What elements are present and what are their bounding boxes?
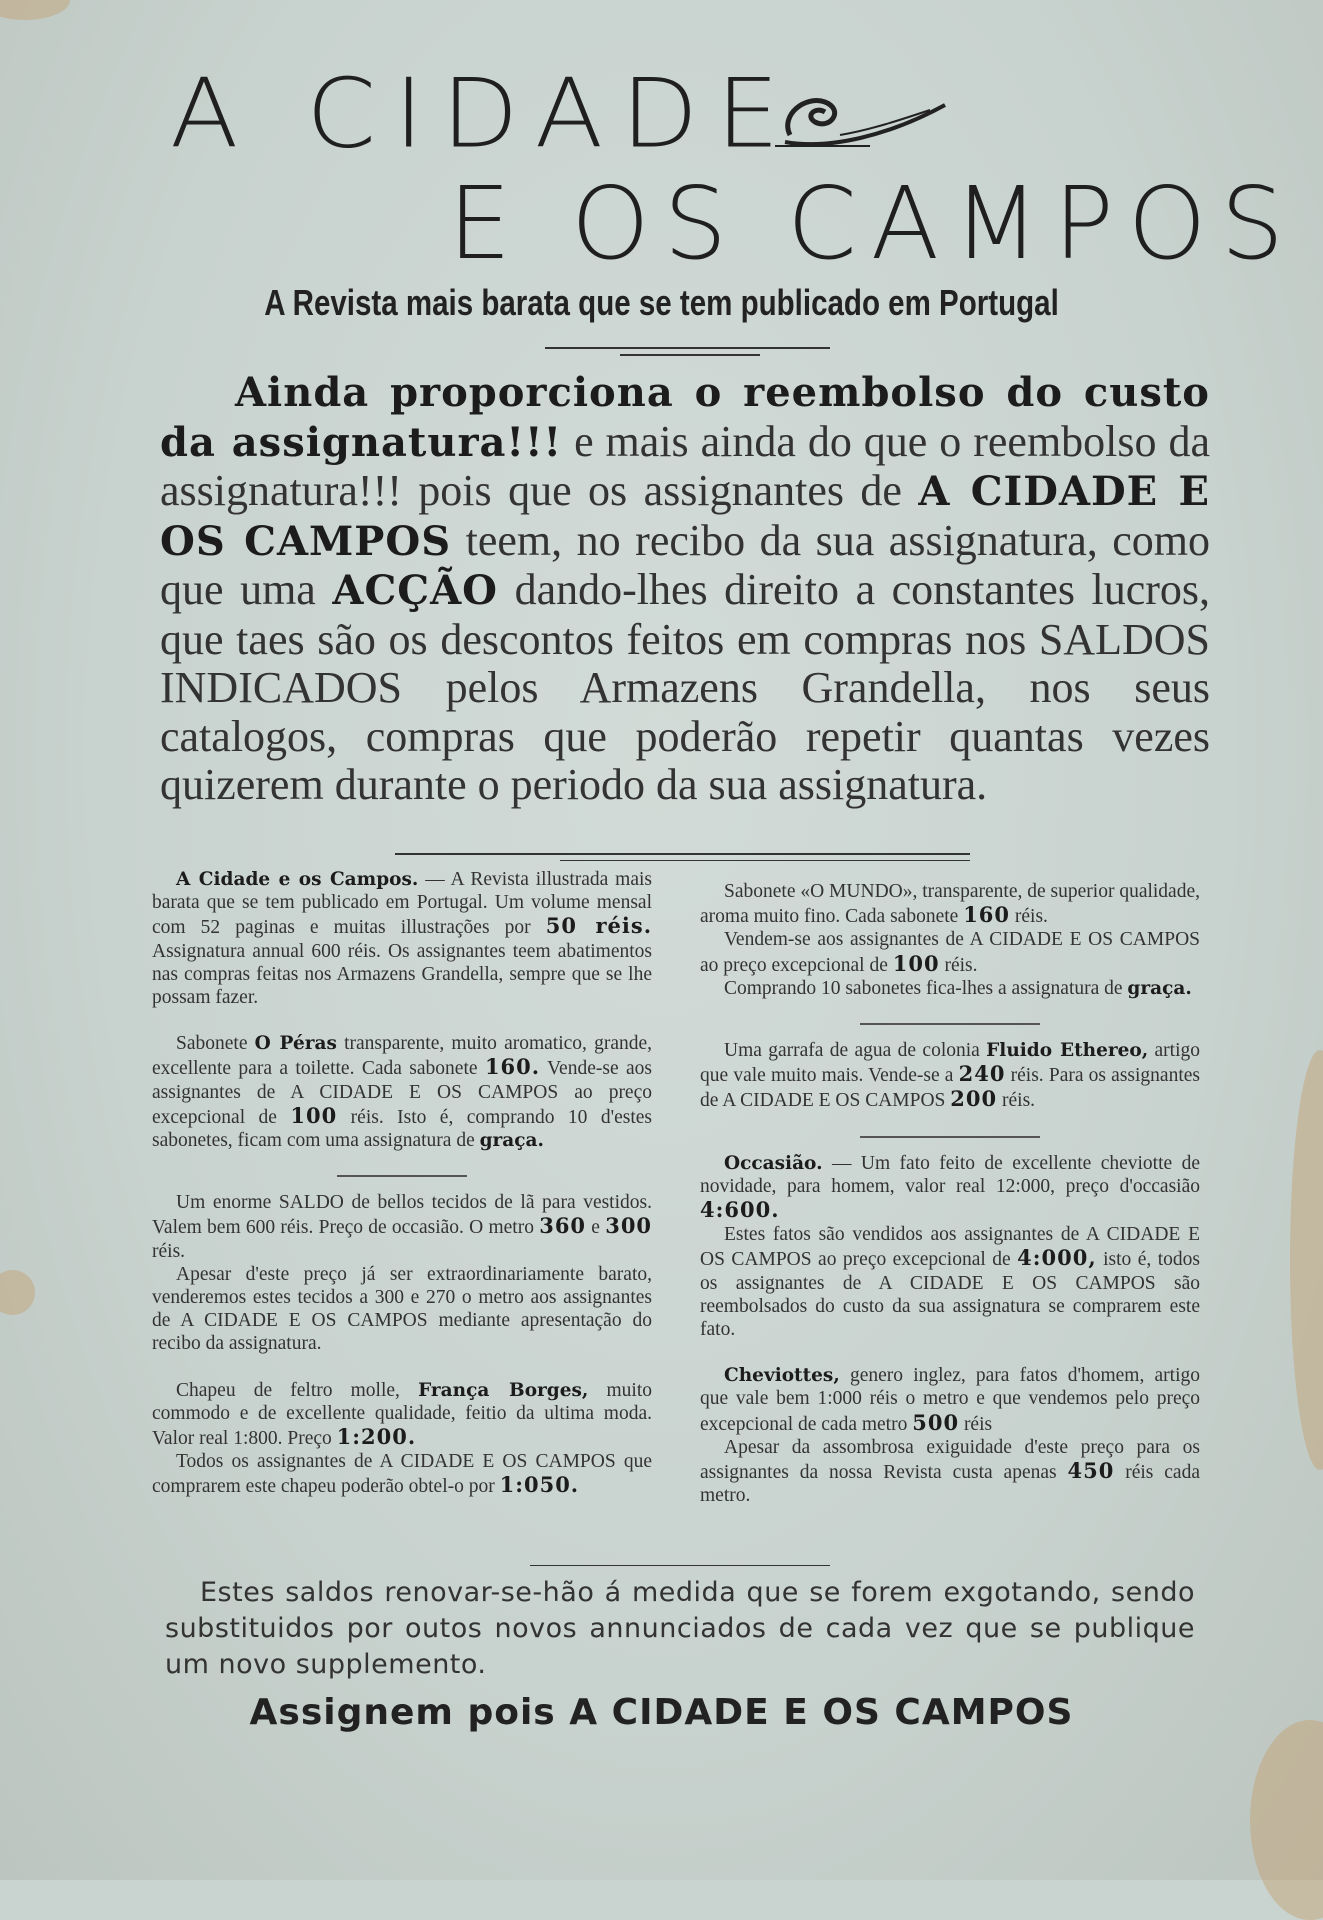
item-text: réis.	[944, 954, 978, 976]
item-text: réis.	[152, 1240, 186, 1262]
lead-text-c: dando-lhes direito a constantes lucros, que taes são os descontos feitos em compras nos SALDOS INDICADOS pelos Armazens Grandella, nos seus catalogos, compras que poderão repetir quantas vezes quizerem durante o periodo da sua assignatura.	[160, 565, 1211, 809]
item-text: Comprando 10 sabonetes fica-lhes a assignatura de	[724, 977, 1123, 999]
left-item-4	[152, 1379, 652, 1499]
lead-bold-sentence: Ainda proporciona o reembolso do custo da assignatura!!!	[160, 369, 1210, 466]
item-text: Um enorme SALDO de bellos tecidos de lã para vestidos. Valem bem 600 réis. Preço de occasião. O metro	[152, 1192, 652, 1239]
separator	[337, 1175, 467, 1177]
item-text: Apesar d'este preço já ser extraordinariamente barato, venderemos estes tecidos a 300 e 270 o metro aos assignantes de A CIDADE E OS CAMPOS mediante apresentação do recibo da assignatura.	[152, 1263, 652, 1355]
lead-text-b: teem, no recibo da sua assignatura, como que uma	[160, 515, 1210, 614]
subtitle: A Revista mais barata que se tem publicado em Portugal	[264, 282, 1059, 323]
item-text: Sabonete «O MUNDO», transparente, de superior qualidade, aroma muito fino. Cada sabonete	[700, 881, 1200, 928]
item-text: Estes fatos são vendidos aos assignantes de A CIDADE E OS CAMPOS ao preço excepcional de	[700, 1224, 1200, 1271]
left-column	[152, 868, 652, 1522]
item-text: réis. Isto é, comprando 10 d'estes sabonetes, ficam com uma assignatura de	[152, 1106, 653, 1152]
rule-above-footer	[530, 1565, 830, 1566]
item-text: réis cada metro.	[700, 1462, 1200, 1507]
masthead-line-1: A CIDADE	[170, 57, 798, 170]
item-text: réis. Para os assignantes de A CIDADE E OS CAMPOS	[700, 1065, 1200, 1112]
price: 300	[605, 1213, 653, 1239]
right-item-4	[700, 1364, 1200, 1507]
price: 100	[290, 1102, 338, 1128]
item-text: Assignatura annual 600 réis. Os assignantes teem abatimentos nas compras feitas nos Armazens Grandella, sempre que se lhe possam fazer.	[152, 940, 652, 1009]
rule-under-lead	[395, 853, 970, 855]
footer-note	[165, 1575, 1195, 1683]
item-text: artigo que vale muito mais. Vende-se a	[700, 1040, 1200, 1087]
left-item-3	[152, 1191, 652, 1355]
right-item-3	[700, 1152, 1200, 1342]
price: 50 réis.	[545, 913, 653, 939]
item-text: Apesar da assombrosa exiguidade d'este preço para os assignantes da nossa Revista custa apenas	[700, 1436, 1200, 1484]
price: 1:050.	[499, 1472, 580, 1498]
item-text: Uma garrafa de agua de colonia	[724, 1040, 980, 1062]
price: 100	[892, 950, 940, 976]
price: 160.	[484, 1054, 541, 1080]
left-item-2	[152, 1032, 652, 1152]
item-text: Chapeu de feltro molle,	[176, 1379, 400, 1401]
right-item-1	[700, 880, 1200, 1000]
item-text: e	[591, 1217, 600, 1239]
lead-publication-name: A CIDADE E OS CAMPOS	[160, 468, 1210, 565]
item-text: Todos os assignantes de A CIDADE E OS CAMPOS que comprarem este chapeu poderão obtel-o por	[152, 1451, 652, 1498]
item-text: réis.	[1014, 906, 1048, 928]
price: 450	[1067, 1458, 1115, 1484]
masthead-line-2: E OS CAMPOS	[448, 165, 1298, 282]
price: 240	[958, 1061, 1006, 1087]
free-label: graça.	[1127, 977, 1192, 999]
price: 200	[950, 1086, 998, 1112]
price: 4:000,	[1017, 1245, 1097, 1271]
product-name: França Borges,	[418, 1379, 589, 1401]
item-title: Cheviottes,	[724, 1365, 840, 1387]
item-text: Sabonete	[176, 1033, 248, 1055]
separator	[860, 1023, 1040, 1025]
price: 160	[963, 902, 1011, 928]
item-text: — Um fato feito de excellente cheviotte de novidade, para homem, valor real 12:000, preço d'occasião	[700, 1152, 1200, 1197]
item-text: Vendem-se aos assignantes de A CIDADE E OS CAMPOS ao preço excepcional de	[700, 929, 1200, 976]
product-name: O Péras	[254, 1033, 337, 1055]
separator	[860, 1136, 1040, 1138]
product-name: Fluido Ethereo,	[986, 1040, 1149, 1062]
item-text: Vende-se aos assignantes de A CIDADE E OS CAMPOS ao preço excepcional de	[152, 1058, 652, 1128]
slogan: Assignem pois A CIDADE E OS CAMPOS	[249, 1692, 1074, 1733]
footer-note-text: Estes saldos renovar-se-hão á medida que se forem exgotando, sendo substituidos por outos novos annunciados de cada vez que se publique um novo supplemento.	[165, 1577, 1195, 1680]
item-title: Occasião.	[724, 1152, 823, 1174]
lead-text-a: e mais ainda do que o reembolso da assignatura!!! pois que os assignantes de	[160, 416, 1210, 515]
price: 360	[539, 1213, 587, 1239]
right-item-2	[700, 1039, 1200, 1113]
price: 1:200.	[336, 1424, 417, 1450]
item-title: A Cidade e os Campos.	[176, 869, 419, 890]
price: 4:600.	[700, 1197, 780, 1223]
left-item-1	[152, 868, 652, 1009]
item-text: — A Revista illustrada mais barata que se tem publicado em Portugal. Um volume mensal com 52 paginas e muitas illustrações por	[152, 869, 652, 939]
right-column	[700, 880, 1200, 1530]
item-text: isto é, todos os assignantes de A CIDADE E OS CAMPOS são reembolsados do custo da sua assignatura se comprarem este fato.	[700, 1249, 1201, 1341]
item-text: genero inglez, para fatos d'homem, artigo que vale bem 1:000 réis o metro e que vendemos pelo preço excepcional de cada metro	[700, 1365, 1201, 1435]
lead-paragraph	[160, 368, 1210, 810]
item-text: muito commodo e de excellente qualidade, feitio da ultima moda. Valor real 1:800. Preço	[152, 1379, 653, 1450]
free-label: graça.	[479, 1130, 544, 1152]
item-text: réis	[963, 1413, 993, 1435]
lead-accao: ACÇÃO	[332, 567, 498, 614]
item-text: transparente, muito aromatico, grande, excellente para a toilette. Cada sabonete	[152, 1033, 653, 1080]
rule-under-lead-2	[560, 860, 970, 861]
flourish-ornament	[770, 80, 950, 155]
price: 500	[912, 1409, 960, 1435]
rule-under-subtitle	[545, 347, 830, 349]
rule-under-subtitle-short	[620, 354, 760, 356]
item-text: réis.	[1002, 1090, 1036, 1112]
